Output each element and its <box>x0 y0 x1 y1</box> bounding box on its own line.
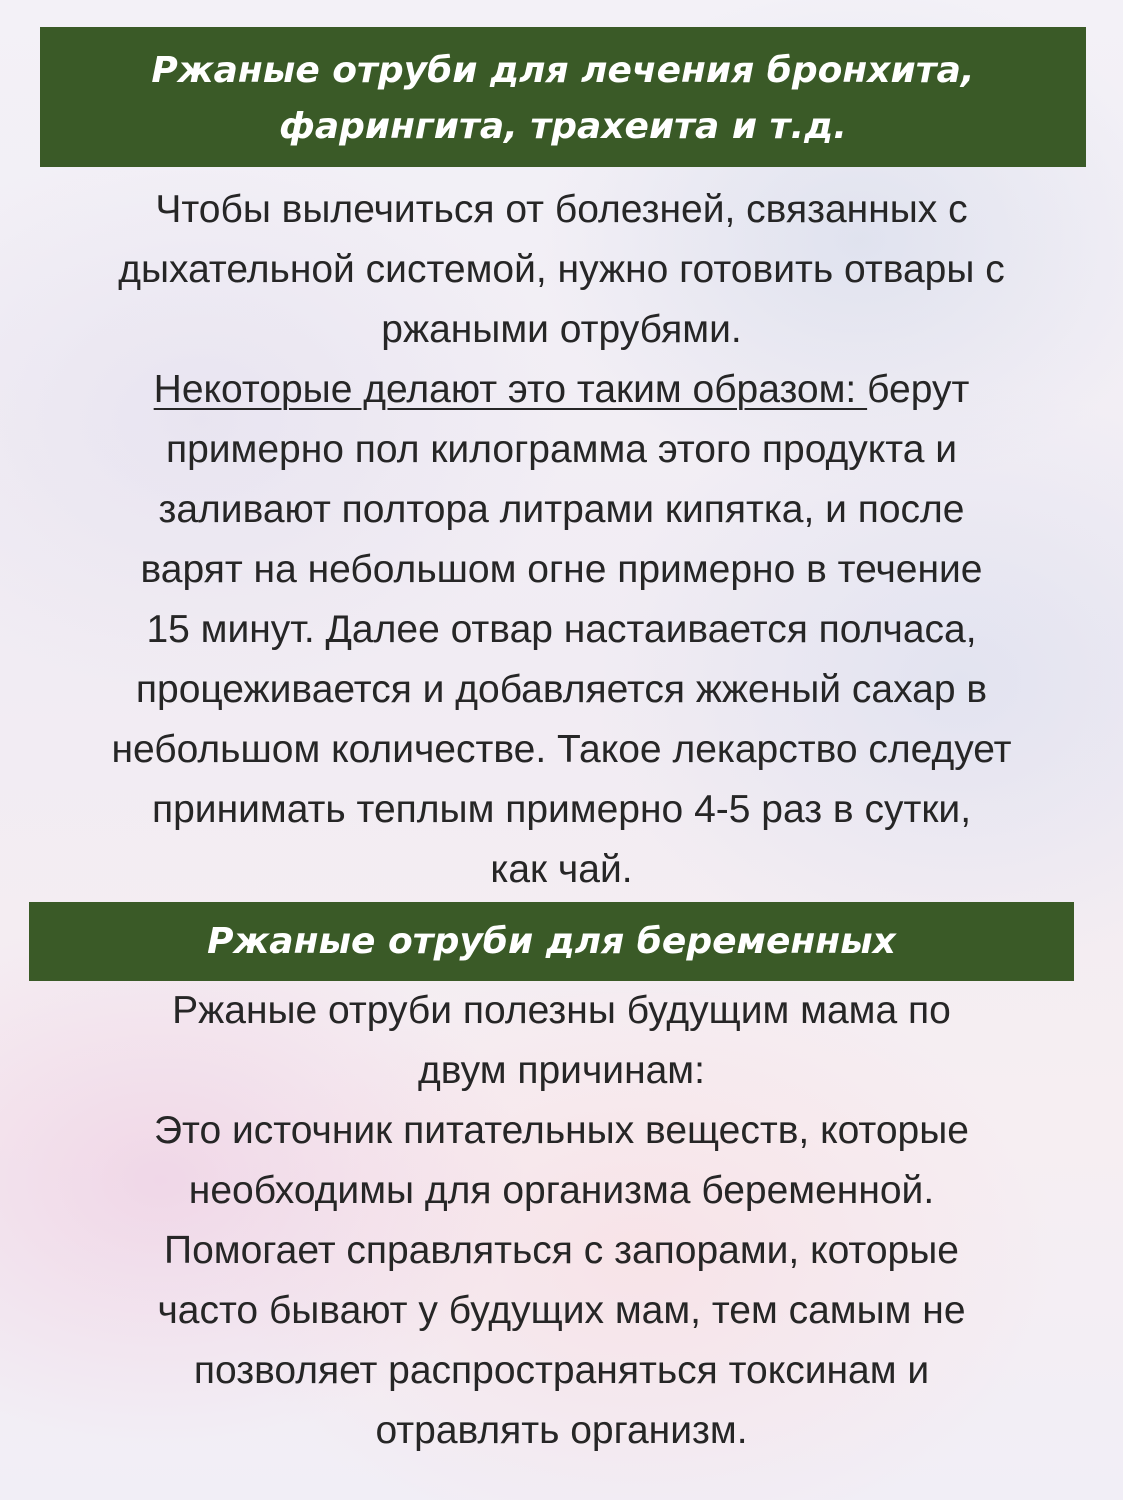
section1-paragraph-line: дыхательной системой, нужно готовить отвары с <box>118 248 1005 291</box>
section2-title: Ржаные отруби для беременных <box>207 921 896 962</box>
section1-continuation-line: заливают полтора литрами кипятка, и после <box>158 488 965 531</box>
underlined-lead-text: Некоторые делают это таким образом: <box>153 368 868 411</box>
section1-continuation-line: варят на небольшом огне примерно в течение <box>140 548 983 591</box>
section1-continuation-line: как чай. <box>490 848 633 891</box>
section2-body <box>10 981 1113 1461</box>
section1-continuation-line: примерно пол килограмма этого продукта и <box>165 428 958 471</box>
section2-paragraph-line: Это источник питательных веществ, которые <box>154 1109 969 1152</box>
section2-paragraph-line: отравлять организм. <box>375 1409 748 1452</box>
section1-title-line: Ржаные отруби для лечения бронхита, <box>151 50 975 91</box>
section1-continuation-line: процеживается и добавляется жженый сахар в <box>135 668 988 711</box>
section1-title-banner <box>40 27 1086 167</box>
section1-continuation-line: небольшом количестве. Такое лекарство следует <box>111 728 1012 771</box>
section2-paragraph-line: часто бывают у будущих мам, тем самым не <box>157 1289 966 1332</box>
section1-body <box>10 180 1113 900</box>
section2-paragraph-line: необходимы для организма беременной. <box>188 1169 935 1212</box>
section1-continuation-line: 15 минут. Далее отвар настаивается полчаса, <box>146 608 977 651</box>
lead-rest-text: берут <box>867 368 970 411</box>
section1-title-line: фарингита, трахеита и т.д. <box>279 106 847 147</box>
section1-lead-line <box>10 360 1113 420</box>
section2-paragraph-line: Помогает справляться с запорами, которые <box>164 1229 959 1272</box>
section2-title-banner <box>29 902 1074 981</box>
section2-paragraph-line: позволяет распространяться токсинам и <box>193 1349 930 1392</box>
section2-paragraph-line: Ржаные отруби полезны будущим мама по <box>172 989 951 1032</box>
section2-paragraph-line: двум причинам: <box>418 1049 705 1092</box>
section1-continuation-line: принимать теплым примерно 4-5 раз в сутки, <box>151 788 972 831</box>
section1-paragraph-line: ржаными отрубями. <box>381 308 742 351</box>
section1-paragraph-line: Чтобы вылечиться от болезней, связанных с <box>155 188 968 231</box>
